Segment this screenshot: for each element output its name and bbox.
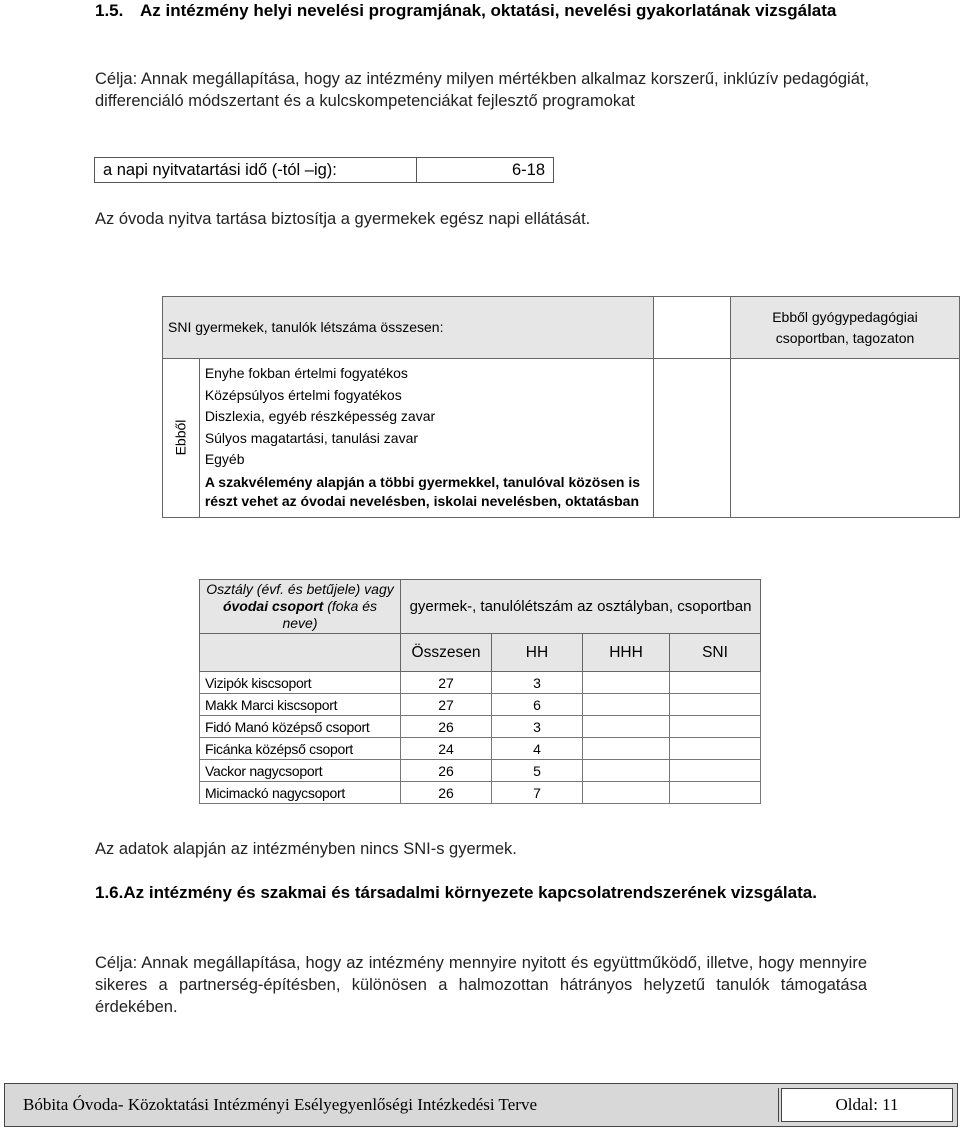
page-number: Oldal: 11 <box>781 1088 953 1122</box>
sni-special-cell <box>731 359 960 518</box>
sni-header-total-cell <box>654 297 731 359</box>
subheader-hh: HH <box>492 634 583 672</box>
group-hh: 5 <box>492 760 583 782</box>
group-sni <box>670 782 761 804</box>
sni-item: Diszlexia, egyéb részképesség zavar <box>204 408 436 424</box>
group-total: 27 <box>401 672 492 694</box>
opening-hours-table <box>94 157 554 183</box>
page-footer <box>4 1083 958 1127</box>
sni-note: Az adatok alapján az intézményben nincs SNI-s gyermek. <box>95 840 517 858</box>
sni-header-right: Ebből gyógypedagógiai csoportban, tagozaton <box>731 297 960 359</box>
group-hhh <box>583 760 670 782</box>
group-sni <box>670 716 761 738</box>
opening-note: Az óvoda nyitva tartása biztosítja a gyermekek egész napi ellátását. <box>95 210 591 228</box>
class-header-col1 <box>200 580 401 634</box>
group-name: Fidó Manó középső csoport <box>200 716 401 738</box>
class-header-col1-c: (foka és neve) <box>282 598 378 631</box>
table-row <box>200 738 761 760</box>
section-1-5-heading <box>95 0 875 22</box>
sni-vertical-label: Ebből <box>172 419 189 456</box>
group-hhh <box>583 716 670 738</box>
group-sni <box>670 738 761 760</box>
subheader-hhh: HHH <box>583 634 670 672</box>
class-header-col1-b: óvodai csoport <box>222 598 324 614</box>
group-hhh <box>583 672 670 694</box>
section-1-6-heading: 1.6.Az intézmény és szakmai és társadalmi környezete kapcsolatrendszerének vizsgálata. <box>95 883 817 902</box>
table-row <box>200 716 761 738</box>
sni-bold-item: A szakvélemény alapján a többi gyermekkel, tanulóval közösen is részt vehet az óvodai nevelésben, iskolai nevelésben, oktatásban <box>204 473 641 509</box>
group-hh: 7 <box>492 782 583 804</box>
group-hh: 6 <box>492 694 583 716</box>
group-hhh <box>583 694 670 716</box>
sni-header-left: SNI gyermekek, tanulók létszáma összesen: <box>163 297 654 359</box>
section-number: 1.5. <box>95 1 124 20</box>
group-hh: 4 <box>492 738 583 760</box>
group-hh: 3 <box>492 672 583 694</box>
group-hhh <box>583 782 670 804</box>
footer-divider <box>778 1088 779 1122</box>
group-total: 26 <box>401 760 492 782</box>
class-header-col2: gyermek-, tanulólétszám az osztályban, csoportban <box>401 580 761 634</box>
class-table <box>199 579 761 804</box>
sni-table <box>162 296 960 518</box>
sni-items-cell <box>199 359 653 518</box>
group-total: 27 <box>401 694 492 716</box>
group-name: Micimackó nagycsoport <box>200 782 401 804</box>
sni-vertical-label-cell <box>163 359 200 518</box>
section-title: Az intézmény helyi nevelési programjának, oktatási, nevelési gyakorlatának vizsgálata <box>140 1 837 20</box>
subheader-osszesen: Összesen <box>401 634 492 672</box>
group-total: 26 <box>401 782 492 804</box>
group-name: Vackor nagycsoport <box>200 760 401 782</box>
section-1-6-goal: Célja: Annak megállapítása, hogy az intézmény mennyire nyitott és együttműködő, illetve, hogy mennyire sikeres a partnerség-építésben, különösen a halmozottan hátrányos helyzetű tanulók támogatása érdekében. <box>95 954 867 1016</box>
table-row <box>200 760 761 782</box>
group-name: Ficánka középső csoport <box>200 738 401 760</box>
group-total: 26 <box>401 716 492 738</box>
group-name: Vizipók kiscsoport <box>200 672 401 694</box>
group-hh: 3 <box>492 716 583 738</box>
group-hhh <box>583 738 670 760</box>
sni-item: Egyéb <box>204 451 245 467</box>
table-row <box>200 694 761 716</box>
group-sni <box>670 672 761 694</box>
section-1-5-goal: Célja: Annak megállapítása, hogy az intézmény milyen mértékben alkalmaz korszerű, inklúzív pedagógiát, differenciáló módszertant és a kulcskompetenciákat fejlesztő programokat <box>95 70 870 110</box>
opening-hours-value: 6-18 <box>417 158 554 183</box>
group-total: 24 <box>401 738 492 760</box>
group-name: Makk Marci kiscsoport <box>200 694 401 716</box>
class-subheader-empty <box>200 634 401 672</box>
group-sni <box>670 760 761 782</box>
sni-item: Középsúlyos értelmi fogyatékos <box>204 386 402 403</box>
sni-item: Súlyos magatartási, tanulási zavar <box>204 429 419 446</box>
opening-hours-label: a napi nyitvatartási idő (-tól –ig): <box>95 158 417 183</box>
table-row <box>200 672 761 694</box>
subheader-sni: SNI <box>670 634 761 672</box>
group-sni <box>670 694 761 716</box>
sni-item: Enyhe fokban értelmi fogyatékos <box>204 365 408 381</box>
footer-title: Bóbita Óvoda- Közoktatási Intézményi Esélyegyenlőségi Intézkedési Terve <box>23 1095 537 1114</box>
class-header-col1-a: Osztály (évf. és betűjele) vagy <box>206 581 394 597</box>
sni-count-cell <box>654 359 731 518</box>
table-row <box>200 782 761 804</box>
